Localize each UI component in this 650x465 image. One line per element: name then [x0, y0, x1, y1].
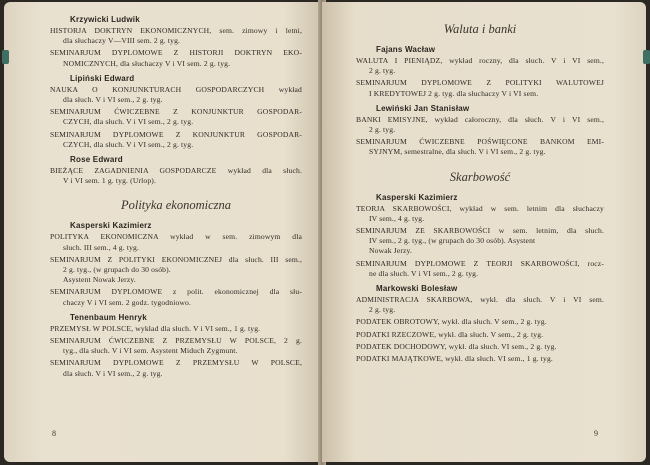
- right-page-number: 9: [594, 429, 598, 438]
- course-entry: [356, 342, 604, 352]
- course-line: SEMINARJUM DYPLOMOWE Z POLITYKI WALUTOWEJ: [356, 78, 604, 88]
- lecturer-name: Lipiński Edward: [70, 73, 135, 83]
- course-line: dla słuchaczy V—VIII sem. 2 g. tyg.: [63, 36, 181, 46]
- course-line: Nowak Jerzy.: [369, 246, 413, 256]
- right-page: [322, 2, 646, 462]
- lecturer-name: Lewiński Jan Stanisław: [376, 103, 470, 113]
- right-page-content: [356, 22, 604, 364]
- lecturer-name: Tenenbaum Henryk: [70, 312, 147, 322]
- left-page-number: 8: [52, 429, 56, 438]
- course-entry: [356, 137, 604, 157]
- course-entry: [356, 56, 604, 76]
- course-line: SEMINARJUM DYPLOMOWE Z HISTORJI DOKTRYN EKO-: [50, 48, 302, 58]
- left-page-tab: [2, 50, 9, 64]
- course-line: NOMICZNYCH, dla słuchaczy V i VI sem. 2 g. tyg.: [63, 58, 231, 68]
- course-entry: [50, 107, 302, 127]
- course-entry: [356, 330, 604, 340]
- course-line: SEMINARJUM Z POLITYKI EKONOMICZNEJ dla słuch. III sem.,: [50, 254, 302, 264]
- section-heading: Skarbowość: [449, 169, 511, 184]
- course-line: dla słuch. V i VI sem., 2 g. tyg.: [63, 368, 163, 378]
- course-line: PRZEMYSŁ W POLSCE, wykład dla słuch. V i VI sem., 1 g. tyg.: [50, 323, 261, 333]
- course-line: PODATKI MAJĄTKOWE, wykł. dla słuch. VI sem., 1 g. tyg.: [356, 354, 553, 364]
- lecturer-name: Kasperski Kazimierz: [376, 192, 458, 202]
- course-line: BIEŻĄCE ZAGADNIENIA GOSPODARCZE wykład dla słuch.: [50, 166, 302, 176]
- course-line: IV sem., 2 g. tyg., (w grupach do 30 osób). Asystent: [369, 236, 536, 246]
- course-entry: [50, 232, 302, 252]
- course-entry: [356, 204, 604, 224]
- course-entry: [356, 295, 604, 315]
- course-line: CZYCH, dla słuch. V i VI sem., 2 g. tyg.: [63, 139, 194, 149]
- course-entry: [356, 317, 604, 327]
- lecturer-name: Krzywicki Ludwik: [70, 15, 140, 24]
- course-line: HISTORJA DOKTRYN EKONOMICZNYCH, sem. zimowy i letni,: [50, 26, 302, 35]
- course-line: dla słuch. V i VI sem., 2 g. tyg.: [63, 95, 163, 105]
- course-line: 2 g. tyg., (w grupach do 30 osób).: [63, 265, 171, 275]
- course-line: SEMINARJUM ĆWICZEBNE Z PRZEMYSŁU W POLSCE, 2 g.: [50, 336, 302, 346]
- course-line: POLITYKA EKONOMICZNA wykład w sem. zimowym dla: [50, 232, 302, 242]
- course-entry: [50, 166, 302, 186]
- section-heading: Waluta i banki: [443, 22, 517, 36]
- course-line: PODATEK DOCHODOWY, wykł. dla słuch. VI sem., 2 g. tyg.: [356, 341, 557, 351]
- course-line: WALUTA I PIENIĄDZ, wykład roczny, dla słuch. V i VI sem.,: [356, 56, 604, 65]
- course-line: 2 g. tyg.: [369, 125, 396, 135]
- course-line: BANKI EMISYJNE, wykład całoroczny, dla słuch. V i VI sem.,: [356, 114, 604, 124]
- course-line: CZYCH, dla słuch. V i VI sem., 2 g. tyg.: [63, 117, 194, 127]
- course-line: IV sem., 4 g. tyg.: [369, 213, 425, 223]
- course-line: PODATEK OBROTOWY, wykł. dla słuch. V sem., 2 g. tyg.: [356, 317, 547, 327]
- course-line: słuch. III sem., 4 g. tyg.: [63, 242, 140, 252]
- course-entry: [356, 115, 604, 135]
- lecturer-name: Kasperski Kazimierz: [70, 221, 152, 231]
- course-line: ADMINISTRACJA SKARBOWA, wykł. dla słuch. V i VI sem.: [356, 295, 604, 305]
- course-line: SEMINARJUM DYPLOMOWE Z TEORJI SKARBOWOŚCI, rocz-: [356, 258, 604, 268]
- course-line: I KREDYTOWEJ 2 g. tyg. dla słuchaczy V i VI sem.: [369, 88, 539, 98]
- course-line: ne dla słuch. V i VI sem., 2 g. tyg.: [369, 268, 479, 278]
- course-line: SEMINARJUM DYPLOMOWE Z KONJUNKTUR GOSPODAR-: [50, 129, 302, 139]
- course-line: NAUKA O KONJUNKTURACH GOSPODARCZYCH wykład: [50, 84, 302, 94]
- course-entry: [356, 354, 604, 364]
- left-page-content: [50, 15, 302, 379]
- course-entry: [50, 324, 302, 334]
- right-page-tab: [643, 50, 650, 64]
- course-line: 2 g. tyg.: [369, 66, 396, 76]
- course-line: V i VI sem. 1 g. tyg. (Urlop).: [63, 176, 157, 186]
- course-entry: [50, 255, 302, 286]
- course-entry: [50, 130, 302, 150]
- course-entry: [356, 259, 604, 279]
- lecturer-name: Rose Edward: [70, 155, 123, 165]
- section-heading: Polityka ekonomiczna: [120, 198, 232, 213]
- lecturer-name: Markowski Bolesław: [376, 284, 458, 294]
- course-entry: [50, 336, 302, 356]
- course-line: SEMINARJUM ĆWICZEBNE Z KONJUNKTUR GOSPODAR-: [50, 107, 302, 117]
- course-entry: [50, 287, 302, 307]
- course-line: PODATKI RZECZOWE, wykł. dla słuch. V sem., 2 g. tyg.: [356, 329, 544, 339]
- course-line: chaczy V i VI sem. 2 godz. tygodniowo.: [63, 297, 192, 307]
- course-line: SEMINARJUM DYPLOMOWE Z PRZEMYSŁU W POLSCE,: [50, 358, 302, 368]
- course-line: SYJNYM, semestralne, dla słuch. V i VI sem., 2 g. tyg.: [369, 147, 546, 157]
- course-entry: [50, 48, 302, 68]
- left-page: [4, 2, 322, 462]
- course-line: TEORJA SKARBOWOŚCI, wykład w sem. letnim dla słuchaczy: [356, 203, 604, 213]
- lecturer-name: Fajans Wacław: [376, 45, 436, 54]
- course-entry: [50, 358, 302, 378]
- course-line: SEMINARJUM ZE SKARBOWOŚCI w sem. letnim, dla słuch.: [356, 226, 604, 236]
- course-line: SEMINARJUM DYPLOMOWE z polit. ekonomicznej dla słu-: [50, 287, 302, 297]
- course-line: Asystent Nowak Jerzy.: [63, 275, 136, 285]
- course-entry: [356, 78, 604, 98]
- course-entry: [50, 85, 302, 105]
- course-line: tyg., dla słuch. V i VI sem. Asystent Miduch Zygmunt.: [63, 346, 238, 356]
- course-entry: [356, 226, 604, 257]
- course-line: 2 g. tyg.: [369, 305, 396, 315]
- course-line: SEMINARJUM ĆWICZEBNE POŚWIĘCONE BANKOM EMI-: [356, 137, 604, 147]
- course-entry: [50, 26, 302, 46]
